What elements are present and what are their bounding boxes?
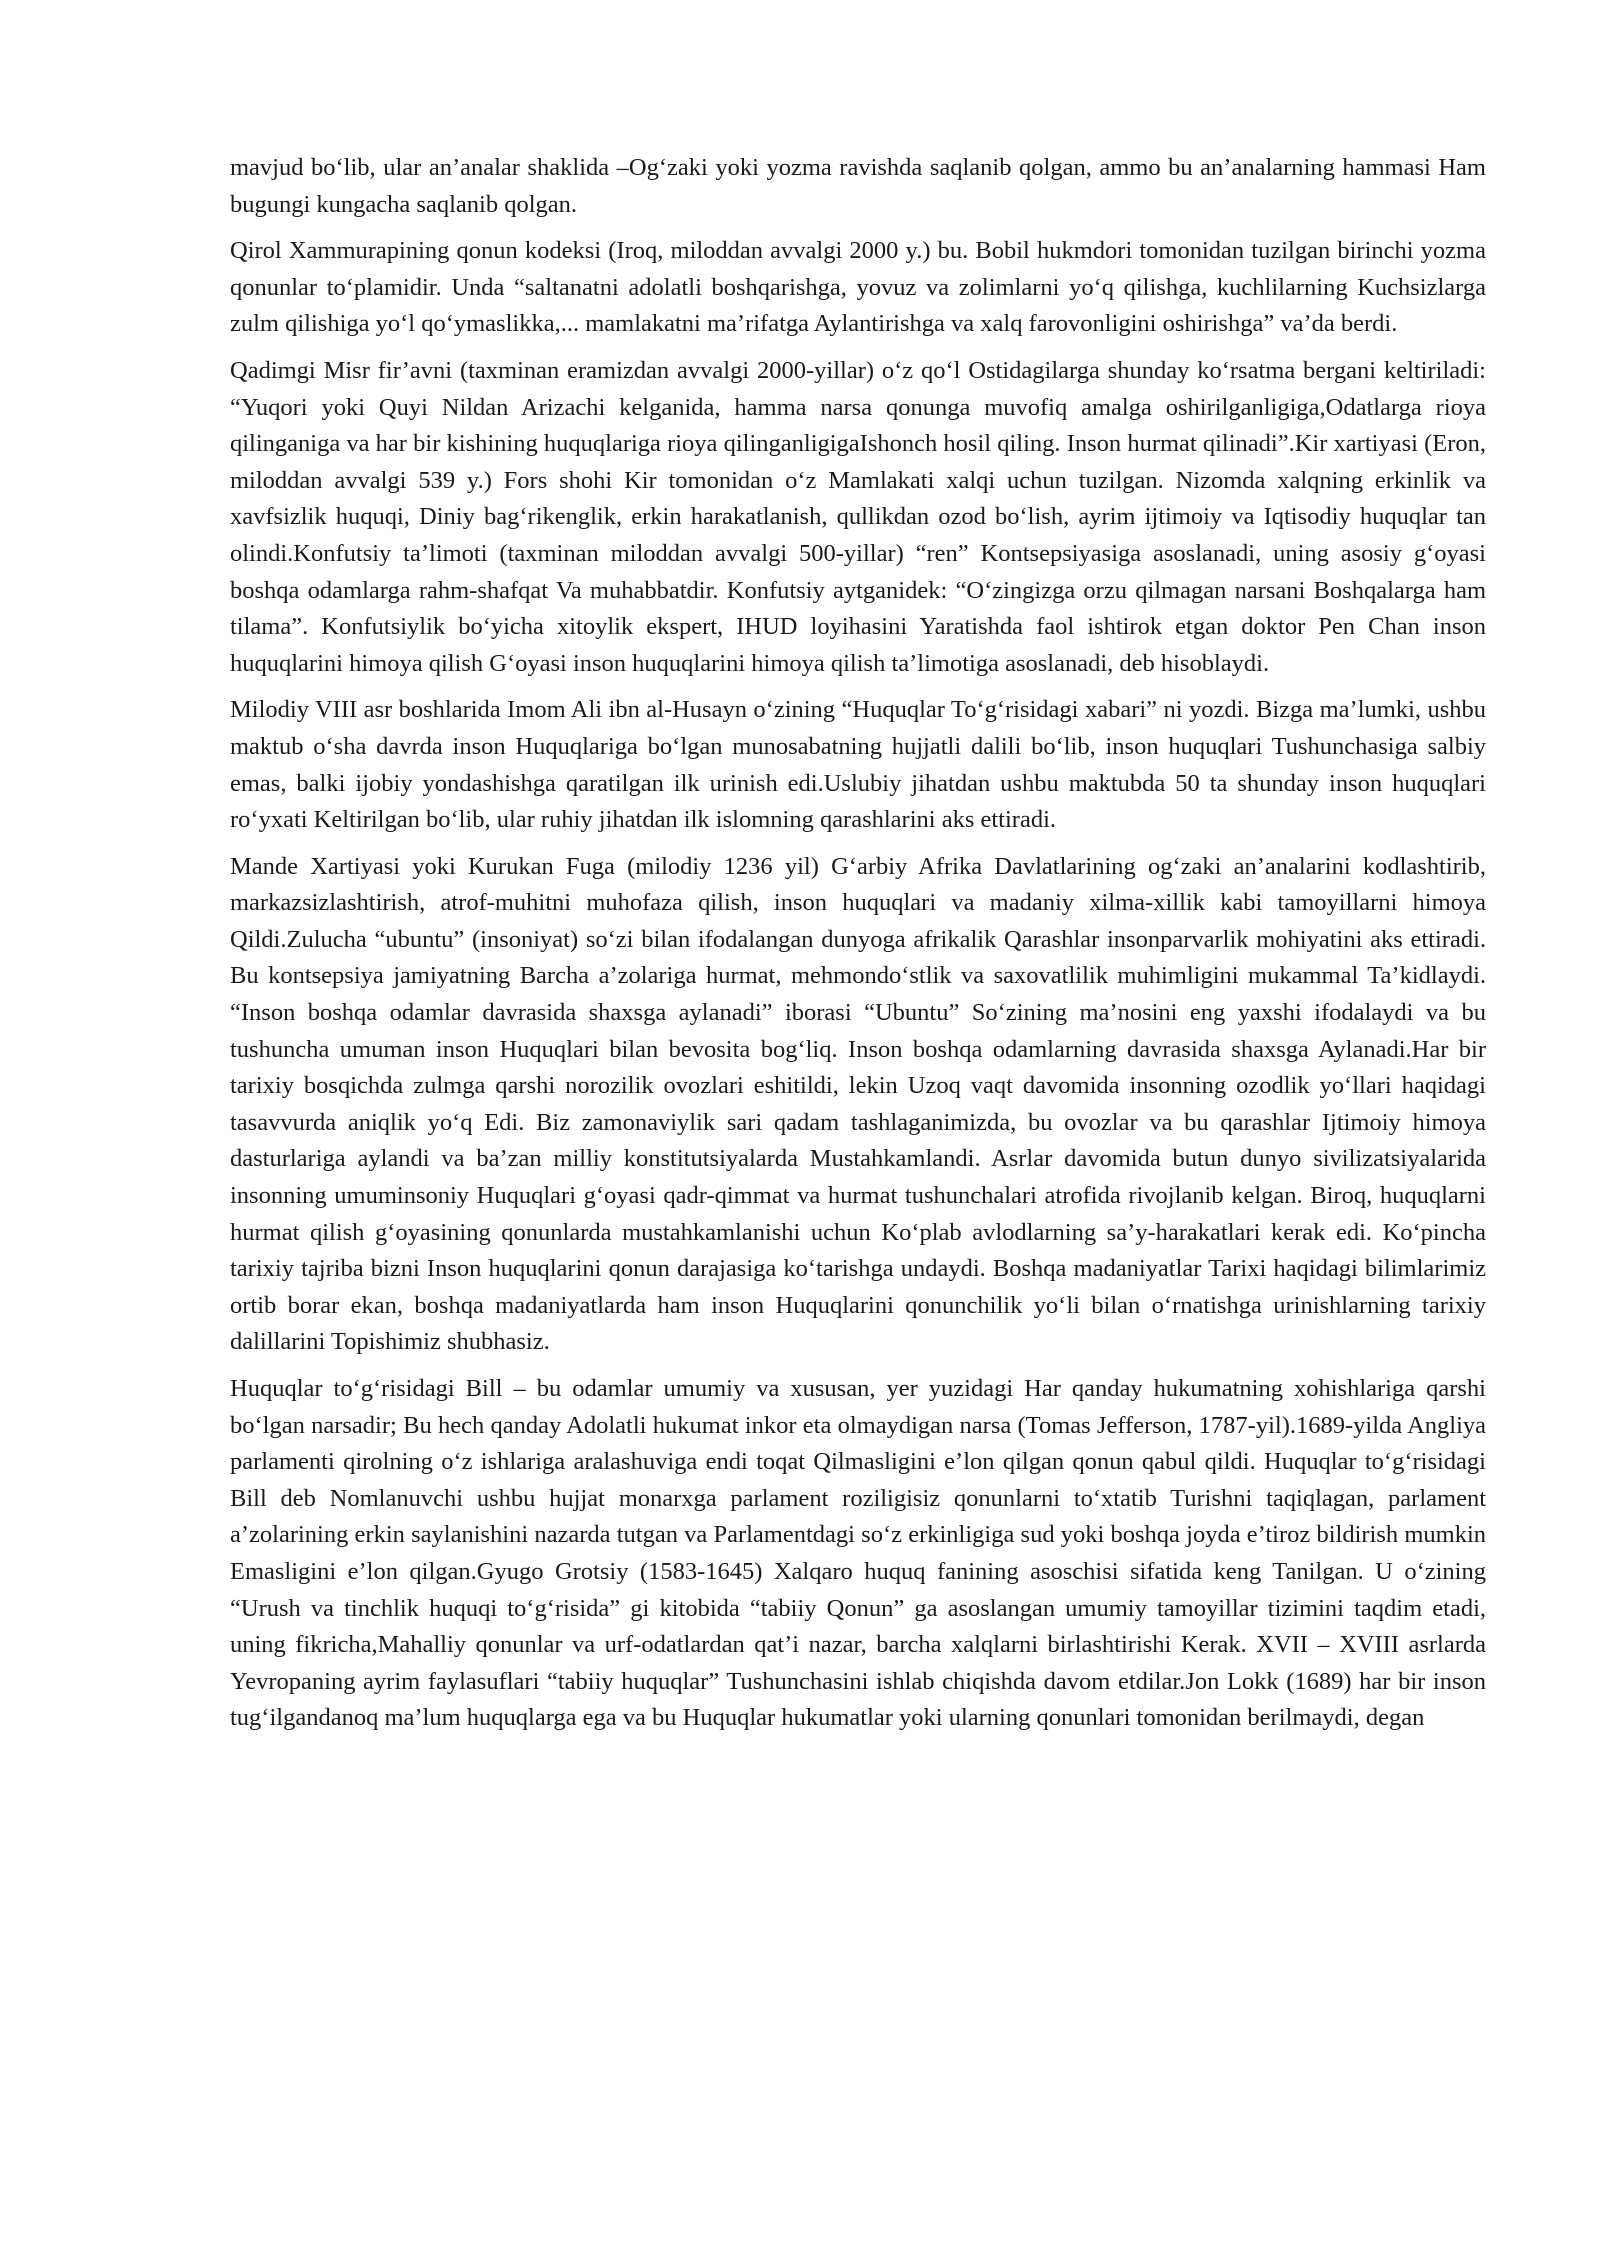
paragraph-imam-ali: Milodiy VIII asr boshlarida Imom Ali ibn al-Husayn o‘zining “Huquqlar To‘g‘risidagi xabari” ni yozdi. Bizga ma’lumki, ushbu maktub o‘sha davrda inson Huquqlariga bo‘lgan munosabatning hujjatli dalili bo‘lib, inson huquqlari Tushunchasiga salbiy emas, balki ijobiy yondashishga qaratilgan ilk urinish edi.Uslubiy jihatdan ushbu maktubda 50 ta shunday inson huquqlari ro‘yxati Keltirilgan bo‘lib, ular ruhiy jihatdan ilk islomning qarashlarini aks ettiradi. bbox=[230, 696, 1486, 834]
paragraph-mande-charter-ubuntu: Mande Xartiyasi yoki Kurukan Fuga (milodiy 1236 yil) G‘arbiy Afrika Davlatlarining og‘zaki an’analarini kodlashtirib, markazsizlashtirish, atrof-muhitni muhofaza qilish, inson huquqlari va madaniy xilma-xillik kabi tamoyillarni himoya Qildi.Zulucha “ubuntu” (insoniyat) so‘zi bilan ifodalangan dunyoga afrikalik Qarashlar insonparvarlik mohiyatini aks ettiradi. Bu kontsepsiya jamiyatning Barcha a’zolariga hurmat, mehmondo‘stlik va saxovatlilik muhimligini mukammal Ta’kidlaydi. “Inson boshqa odamlar davrasida shaxsga aylanadi” iborasi “Ubuntu” So‘zining ma’nosini eng yaxshi ifodalaydi va bu tushuncha umuman inson Huquqlari bilan bevosita bog‘liq. Inson boshqa odamlarning davrasida shaxsga Aylanadi.Har bir tarixiy bosqichda zulmga qarshi norozilik ovozlari eshitildi, lekin Uzoq vaqt davomida insonning ozodlik yo‘llari haqidagi tasavvurda aniqlik yo‘q Edi. Biz zamonaviylik sari qadam tashlaganimizda, bu ovozlar va bu qarashlar Ijtimoiy himoya dasturlariga aylandi va ba’zan milliy konstitutsiyalarda Mustahkamlandi. Asrlar davomida butun dunyo sivilizatsiyalarida insonning umuminsoniy Huquqlari g‘oyasi qadr-qimmat va hurmat tushunchalari atrofida rivojlanib kelgan. Biroq, huquqlarni hurmat qilish g‘oyasining qonunlarda mustahkamlanishi uchun Ko‘plab avlodlarning sa’y-harakatlari kerak edi. Ko‘pincha tarixiy tajriba bizni Inson huquqlarini qonun darajasiga ko‘tarishga undaydi. Boshqa madaniyatlar Tarixi haqidagi bilimlarimiz ortib borar ekan, boshqa madaniyatlarda ham inson Huquqlarini qonunchilik yo‘li bilan o‘rnatishga urinishlarning tarixiy dalillarini Topishimiz shubhasiz. bbox=[230, 852, 1486, 1356]
document-page bbox=[230, 150, 1486, 2210]
paragraph-egypt-cyrus-confucius: Qadimgi Misr fir’avni (taxminan eramizdan avvalgi 2000-yillar) o‘z qo‘l Ostidagilarga shunday ko‘rsatma bergani keltiriladi: “Yuqori yoki Quyi Nildan Arizachi kelganida, hamma narsa qonunga muvofiq amalga oshirilganligiga,Odatlarga rioya qilinganiga va har bir kishining huquqlariga rioya qilinganligigaIshonch hosil qiling. Inson hurmat qilinadi”.Kir xartiyasi (Eron, miloddan avvalgi 539 y.) Fors shohi Kir tomonidan o‘z Mamlakati xalqi uchun tuzilgan. Nizomda xalqning erkinlik va xavfsizlik huquqi, Diniy bag‘rikenglik, erkin harakatlanish, qullikdan ozod bo‘lish, ayrim ijtimoiy va Iqtisodiy huquqlar tan olindi.Konfutsiy ta’limoti (taxminan miloddan avvalgi 500-yillar) “ren” Kontsepsiyasiga asoslanadi, uning asosiy g‘oyasi boshqa odamlarga rahm-shafqat Va muhabbatdir. Konfutsiy aytganidek: “O‘zingizga orzu qilmagan narsani Boshqalarga ham tilama”. Konfutsiylik bo‘yicha xitoylik ekspert, IHUD loyihasini Yaratishda faol ishtirok etgan doktor Pen Chan inson huquqlarini himoya qilish G‘oyasi inson huquqlarini himoya qilish ta’limotiga asoslanadi, deb hisoblaydi. bbox=[230, 356, 1486, 677]
paragraph-hammurabi-code: Qirol Xammurapining qonun kodeksi (Iroq, miloddan avvalgi 2000 y.) bu. Bobil hukmdori tomonidan tuzilgan birinchi yozma qonunlar to‘plamidir. Unda “saltanatni adolatli boshqarishga, yovuz va zolimlarni yo‘q qilishga, kuchlilarning Kuchsizlarga zulm qilishiga yo‘l qo‘ymaslikka,... mamlakatni ma’rifatga Aylantirishga va xalq farovonligini oshirishga” va’da berdi. bbox=[230, 237, 1486, 338]
paragraph-continuation: mavjud bo‘lib, ular an’analar shaklida –Og‘zaki yoki yozma ravishda saqlanib qolgan, ammo bu an’analarning hammasi Ham bugungi kungacha saqlanib qolgan. bbox=[230, 154, 1486, 218]
paragraph-bill-of-rights: Huquqlar to‘g‘risidagi Bill – bu odamlar umumiy va xususan, yer yuzidagi Har qanday hukumatning xohishlariga qarshi bo‘lgan narsadir; Bu hech qanday Adolatli hukumat inkor eta olmaydigan narsa (Tomas Jefferson, 1787-yil).1689-yilda Angliya parlamenti qirolning o‘z ishlariga aralashuviga endi toqat Qilmasligini e’lon qilgan qonun qabul qildi. Huquqlar to‘g‘risidagi Bill deb Nomlanuvchi ushbu hujjat monarxga parlament roziligisiz qonunlarni to‘xtatib Turishni taqiqlagan, parlament a’zolarining erkin saylanishini nazarda tutgan va Parlamentdagi so‘z erkinligiga sud yoki boshqa joyda e’tiroz bildirish mumkin Emasligini e’lon qilgan.Gyugo Grotsiy (1583-1645) Xalqaro huquq fanining asoschisi sifatida keng Tanilgan. U o‘zining “Urush va tinchlik huquqi to‘g‘risida” gi kitobida “tabiiy Qonun” ga asoslangan umumiy tamoyillar tizimini taqdim etadi, uning fikricha,Mahalliy qonunlar va urf-odatlardan qat’i nazar, barcha xalqlarni birlashtirishi Kerak. XVII – XVIII asrlarda Yevropaning ayrim faylasuflari “tabiiy huquqlar” Tushunchasini ishlab chiqishda davom etdilar.Jon Lokk (1689) har bir inson tug‘ilgandanoq ma’lum huquqlarga ega va bu Huquqlar hukumatlar yoki ularning qonunlari tomonidan berilmaydi, degan bbox=[230, 1375, 1486, 1732]
